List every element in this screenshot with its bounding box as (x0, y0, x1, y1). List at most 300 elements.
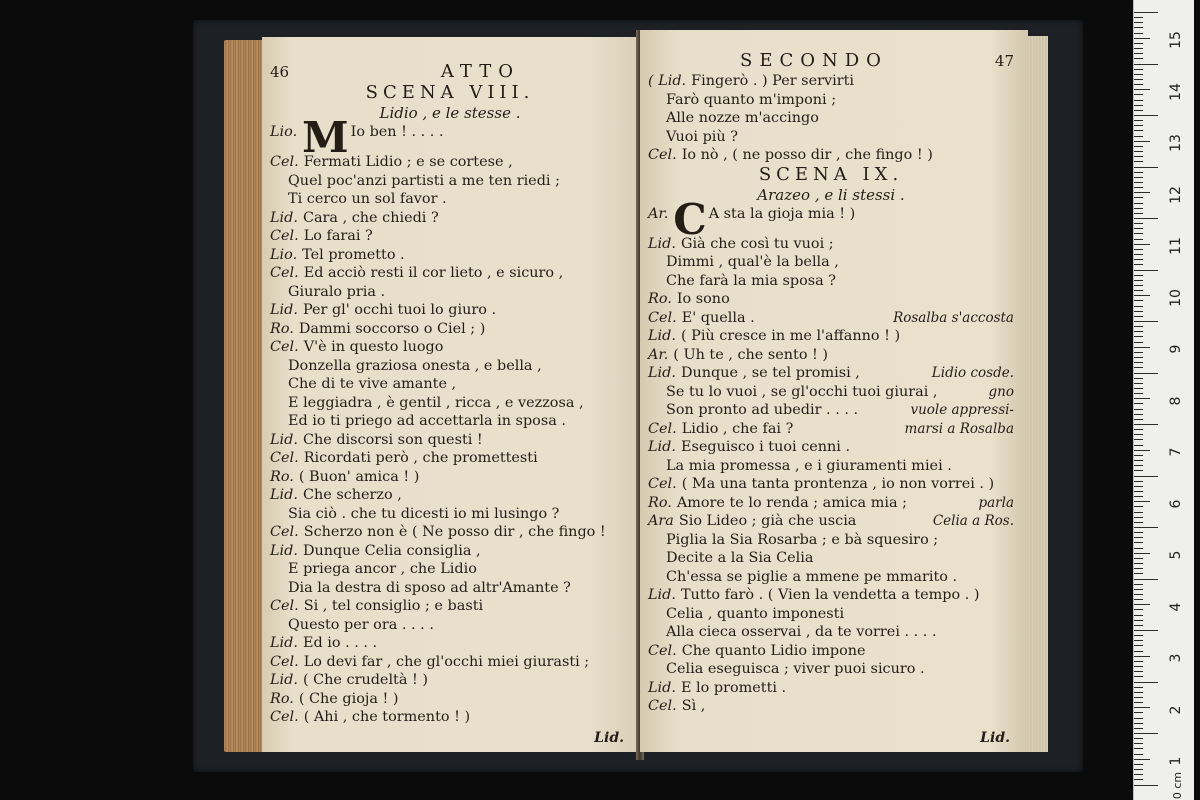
left-page-edges (224, 40, 264, 752)
ruler-tick (1134, 476, 1158, 477)
text-line (648, 346, 1014, 365)
ruler-tick (1134, 275, 1143, 276)
line-text: Sì , (681, 698, 706, 714)
ruler-tick (1134, 470, 1143, 471)
text-line (648, 697, 1014, 716)
line-text: E leggiadra , è gentil , ricca , e vezzosa , (288, 394, 584, 411)
ruler-tick (1134, 12, 1158, 13)
text-line (648, 401, 1014, 420)
text-line (648, 109, 1014, 128)
line-text: Dunque , se tel promisi , (680, 365, 860, 381)
ruler-tick (1134, 723, 1143, 724)
ruler-number: 1 (1168, 756, 1184, 766)
text-line (648, 438, 1014, 457)
ruler-tick (1134, 506, 1143, 507)
speaker-label: Cel. (648, 420, 677, 437)
ruler-number: 15 (1168, 31, 1184, 49)
line-text: Donzella graziosa onesta , e bella , (288, 357, 542, 374)
ruler-tick (1134, 172, 1143, 173)
ruler-tick (1134, 635, 1143, 636)
line-text: Quel poc'anzi partisti a me ten riedi ; (288, 172, 560, 189)
ruler-tick (1134, 105, 1143, 106)
line-text: Se tu lo vuoi , se gl'occhi tuoi giurai , (666, 383, 938, 400)
ruler-tick (1134, 748, 1143, 749)
stage-direction: gno (988, 383, 1014, 400)
line-text: Ed io . . . . (302, 635, 378, 651)
line-text: Fermati Lidio ; e se cortese , (303, 154, 513, 170)
text-line (648, 549, 1014, 568)
ruler-number: 8 (1168, 396, 1184, 405)
speaker-label: Cel. (648, 642, 677, 659)
ruler-tick (1134, 182, 1143, 183)
ruler-tick (1134, 167, 1158, 168)
speaker-label: Lid. (648, 439, 676, 455)
ruler-unit-label: 0 cm (1171, 771, 1185, 800)
ruler-tick (1134, 208, 1143, 209)
catchword: Lid. (980, 730, 1010, 746)
text-line (270, 190, 630, 209)
text-line (270, 246, 630, 265)
ruler-tick (1134, 264, 1143, 265)
line-text: Sio Lideo ; già che uscia (678, 513, 857, 529)
text-line (648, 642, 1014, 661)
line-text: Che discorsi son questi ! (302, 431, 483, 448)
line-text: Che scherzo , (302, 487, 402, 503)
ruler-tick (1134, 125, 1143, 126)
ruler-tick (1134, 409, 1143, 410)
ruler-tick (1134, 682, 1158, 683)
ruler-tick (1134, 764, 1143, 765)
text-line (270, 634, 630, 653)
text-line (270, 579, 630, 598)
text-line (270, 172, 630, 191)
speaker-label: Lio. (270, 246, 298, 263)
ruler-tick (1134, 548, 1143, 549)
drop-capital: C (673, 194, 707, 244)
ruler-tick (1134, 584, 1143, 585)
ruler-tick (1134, 378, 1143, 379)
line-text: ( Che crudeltà ! ) (302, 672, 428, 688)
speaker-label: Ara (648, 513, 674, 529)
speaker-label: Lid. (648, 235, 676, 252)
line-text: Amore te lo renda ; amica mia ; (676, 494, 907, 511)
line-text: Ed io ti priego ad accettarla in sposa . (288, 413, 566, 429)
speaker-label: Lid. (648, 365, 676, 381)
stage-direction: marsi a Rosalba (904, 420, 1014, 437)
text-line (648, 146, 1014, 165)
line-text: Vuoi più ? (666, 128, 738, 145)
text-line (270, 653, 630, 672)
speaker-label: Cel. (270, 709, 299, 725)
ruler-tick (1134, 486, 1143, 487)
speaker-label: Cel. (648, 476, 677, 492)
ruler-tick (1134, 609, 1143, 610)
ruler-tick (1134, 326, 1143, 327)
ruler-tick (1134, 213, 1143, 214)
left-page (262, 37, 642, 752)
ruler-tick (1134, 517, 1143, 518)
ruler-tick (1134, 455, 1143, 456)
text-line (270, 560, 630, 579)
ruler-tick (1134, 553, 1150, 554)
ruler-tick (1134, 718, 1143, 719)
speaker-label: Cel. (270, 154, 299, 170)
ruler-tick (1134, 697, 1143, 698)
ruler-tick (1134, 527, 1158, 528)
speaker-label: Cel. (270, 265, 299, 281)
ruler-tick (1134, 100, 1143, 101)
line-text: V'è in questo luogo (303, 339, 444, 355)
page-number: 47 (994, 52, 1014, 70)
ruler-tick (1134, 429, 1143, 430)
ruler-tick (1134, 373, 1158, 374)
speaker-label: Lid. (270, 635, 298, 651)
ruler-tick (1134, 331, 1143, 332)
ruler-tick (1134, 743, 1143, 744)
ruler-tick (1134, 244, 1150, 245)
ruler-tick (1134, 306, 1143, 307)
ruler-tick (1134, 249, 1143, 250)
text-line (648, 457, 1014, 476)
ruler-tick (1134, 465, 1143, 466)
ruler-tick (1134, 656, 1150, 657)
line-text: Giuralo pria . (288, 283, 386, 300)
scene-subtitle: Arazeo , e li stessi . (757, 185, 905, 204)
line-text: Ch'essa se piglie a mmene pe mmarito . (666, 568, 958, 585)
ruler-number: 9 (1168, 344, 1184, 354)
text-line (648, 531, 1014, 550)
ruler-tick (1134, 233, 1143, 234)
line-text: Piglia la Sia Rosarba ; e bà squesiro ; (666, 531, 939, 548)
text-line (648, 679, 1014, 698)
text-line (648, 253, 1014, 272)
text-line (270, 523, 630, 542)
scene-title: SCENA IX. (758, 163, 904, 185)
right-text-block-top (648, 72, 1014, 165)
ruler-tick (1134, 604, 1150, 605)
speaker-label: Cel. (270, 339, 299, 355)
ruler-number: 14 (1168, 82, 1184, 101)
line-text: Celia , quanto imponesti (666, 605, 845, 622)
ruler-tick (1134, 352, 1143, 353)
ruler-tick (1134, 316, 1143, 317)
speaker-label: Lid. (270, 209, 298, 226)
ruler-tick (1134, 130, 1143, 131)
ruler-tick (1134, 512, 1143, 513)
speaker-label: Cel. (270, 653, 299, 670)
line-text: Ed acciò resti il cor lieto , e sicuro , (303, 265, 564, 281)
ruler-tick (1134, 388, 1143, 389)
text-line (270, 394, 630, 413)
ruler-tick (1134, 630, 1158, 631)
text-line (270, 338, 630, 357)
stage-direction: parla (978, 494, 1014, 511)
line-text: Questo per ora . . . . (288, 616, 434, 633)
ruler-tick (1134, 69, 1143, 70)
text-line (648, 128, 1014, 147)
speaker-label: Ar. (648, 205, 669, 222)
running-head-text: SECONDO (740, 50, 888, 71)
ruler-tick (1134, 270, 1158, 271)
ruler-tick (1134, 728, 1143, 729)
right-page-edges (1026, 36, 1048, 752)
speaker-label: Lid. (648, 328, 676, 344)
line-text: Scherzo non è ( Ne posso dir , che fingo ! (303, 524, 606, 540)
text-line (270, 264, 630, 283)
ruler-tick (1134, 94, 1143, 95)
speaker-label: Lio. (270, 124, 298, 140)
text-line (648, 512, 1014, 531)
ruler-tick (1134, 347, 1150, 348)
line-text: La mia promessa , e i giuramenti miei . (666, 457, 952, 474)
ruler-tick (1134, 759, 1150, 760)
ruler-tick (1134, 367, 1143, 368)
text-line (648, 309, 1014, 328)
line-text: Io nò , ( ne posso dir , che fingo ! ) (681, 147, 933, 163)
page-number: 46 (270, 63, 290, 81)
ruler-tick (1134, 357, 1143, 358)
line-text: Dia la destra di sposo ad altr'Amante ? (288, 579, 571, 596)
ruler-tick (1134, 161, 1143, 162)
speaker-label: Lid. (270, 672, 298, 688)
line-text: Decite a la Sia Celia (666, 550, 814, 566)
ruler-tick (1134, 151, 1143, 152)
text-line (270, 320, 630, 339)
line-text: E' quella . (681, 309, 755, 326)
ruler-tick (1134, 43, 1143, 44)
ruler-tick (1134, 563, 1143, 564)
text-line (270, 357, 630, 376)
text-line (648, 420, 1014, 439)
text-line (648, 272, 1014, 291)
ruler-tick (1134, 645, 1143, 646)
ruler-tick (1134, 342, 1143, 343)
ruler-tick (1134, 692, 1143, 693)
ruler-tick (1134, 450, 1150, 451)
line-text: Lidio , che fai ? (681, 420, 794, 437)
ruler-tick (1134, 661, 1143, 662)
ruler-tick (1134, 362, 1143, 363)
ruler-tick (1134, 84, 1143, 85)
ruler-tick (1134, 115, 1158, 116)
ruler-number: 4 (1168, 602, 1184, 611)
ruler-tick (1134, 666, 1143, 667)
ruler-tick (1134, 712, 1143, 713)
speaker-label: Lid. (648, 587, 676, 603)
line-text: Dunque Celia consiglia , (302, 542, 481, 559)
ruler-tick (1134, 599, 1143, 600)
line-text: Io sono (676, 291, 730, 307)
right-page (640, 30, 1028, 752)
ruler-number: 2 (1168, 705, 1184, 714)
ruler-tick (1134, 522, 1143, 523)
scene-title: SCENA VIII. (365, 82, 535, 103)
text-line (648, 586, 1014, 605)
text-line (270, 616, 630, 635)
text-line (270, 542, 630, 561)
ruler-tick (1134, 501, 1150, 502)
ruler-tick (1134, 259, 1143, 260)
stage-direction: Rosalba s'accosta (893, 309, 1014, 326)
line-text: Ricordati però , che promettesti (303, 450, 538, 466)
text-line (270, 153, 630, 172)
ruler-tick (1134, 290, 1143, 291)
text-line (270, 301, 630, 320)
line-text: Tel prometto . (302, 246, 405, 263)
line-text: Alla cieca osservai , da te vorrei . . . . (666, 624, 937, 640)
ruler-tick (1134, 22, 1143, 23)
ruler-tick (1134, 707, 1150, 708)
text-line (270, 486, 630, 505)
ruler-tick (1134, 110, 1143, 111)
speaker-label: Ro. (648, 494, 672, 511)
ruler-tick (1134, 620, 1143, 621)
line-text: Dimmi , qual'è la bella , (666, 254, 839, 270)
text-line (270, 597, 630, 616)
measuring-ruler (1133, 0, 1194, 800)
ruler-tick (1134, 53, 1143, 54)
stage-direction: Celia a Ros. (932, 513, 1014, 529)
ruler-tick (1134, 156, 1143, 157)
speaker-label: Ro. (270, 320, 294, 337)
text-line (648, 290, 1014, 309)
ruler-tick (1134, 38, 1150, 39)
ruler-tick (1134, 285, 1143, 286)
ruler-tick (1134, 398, 1150, 399)
ruler-tick (1134, 671, 1143, 672)
line-text: ( Più cresce in me l'affanno ! ) (680, 328, 901, 344)
text-line (270, 209, 630, 228)
text-line (648, 383, 1014, 402)
ruler-number: 11 (1168, 237, 1184, 255)
line-text: Dammi soccorso o Ciel ; ) (298, 320, 486, 337)
text-line (648, 235, 1014, 254)
speaker-label: Lid. (270, 542, 298, 559)
text-line (270, 283, 630, 302)
ruler-tick (1134, 393, 1143, 394)
text-line (270, 449, 630, 468)
speaker-label: Ar. (648, 346, 669, 363)
ruler-tick (1134, 33, 1143, 34)
ruler-tick (1134, 280, 1143, 281)
speaker-label: Cel. (648, 309, 677, 326)
speaker-label: Lid. (270, 487, 298, 503)
ruler-tick (1134, 403, 1143, 404)
text-line (270, 671, 630, 690)
speaker-label: Lid. (648, 679, 676, 696)
speaker-label: Ro. (270, 468, 294, 485)
ruler-tick (1134, 738, 1143, 739)
ruler-tick (1134, 203, 1143, 204)
ruler-tick (1134, 58, 1143, 59)
ruler-tick (1134, 414, 1143, 415)
line-text: Celia eseguisca ; viver puoi sicuro . (666, 661, 925, 677)
ruler-tick (1134, 573, 1143, 574)
ruler-tick (1134, 558, 1143, 559)
text-line (648, 327, 1014, 346)
ruler-tick (1134, 311, 1143, 312)
ruler-tick (1134, 702, 1143, 703)
text-line (648, 623, 1014, 642)
text-line (648, 72, 1014, 91)
ruler-number: 13 (1168, 134, 1184, 152)
ruler-tick (1134, 336, 1143, 337)
ruler-tick (1134, 774, 1143, 775)
ruler-tick (1134, 17, 1143, 18)
line-text: Eseguisco i tuoi cenni . (680, 439, 851, 455)
speaker-label: Cel. (648, 147, 677, 163)
line-text: ( Uh te , che sento ! ) (673, 346, 829, 363)
line-text: Per gl' occhi tuoi lo giuro . (302, 302, 497, 318)
line-text: Lo farai ? (303, 228, 373, 244)
text-line (648, 494, 1014, 513)
ruler-tick (1134, 491, 1143, 492)
ruler-tick (1134, 120, 1143, 121)
running-head-text: ATTO (440, 61, 520, 82)
line-text: Si , tel consiglio ; e basti (303, 598, 484, 614)
ruler-tick (1134, 640, 1143, 641)
line-text: Son pronto ad ubedir . . . . (666, 402, 859, 418)
ruler-tick (1134, 424, 1158, 425)
text-line (648, 660, 1014, 679)
line-text: ( Che gioja ! ) (298, 690, 399, 707)
ruler-tick (1134, 177, 1143, 178)
ruler-tick (1134, 48, 1143, 49)
line-text: Cara , che chiedi ? (302, 209, 439, 226)
text-line (648, 475, 1014, 494)
ruler-tick (1134, 27, 1143, 28)
ruler-tick (1134, 136, 1143, 137)
ruler-tick (1134, 228, 1143, 229)
ruler-tick (1134, 141, 1150, 142)
ruler-tick (1134, 779, 1143, 780)
line-text: Alle nozze m'accingo (666, 110, 819, 126)
line-text: Ti cerco un sol favor . (288, 191, 447, 207)
ruler-tick (1134, 187, 1143, 188)
ruler-tick (1134, 615, 1143, 616)
speaker-label: Ro. (648, 291, 672, 307)
ruler-number: 6 (1168, 499, 1184, 508)
line-text: Già che così tu vuoi ; (680, 235, 834, 252)
line-text: Che quanto Lidio impone (681, 642, 866, 659)
ruler-tick (1134, 579, 1158, 580)
ruler-tick (1134, 192, 1150, 193)
ruler-tick (1134, 769, 1143, 770)
line-text: Tutto farò . ( Vien la vendetta a tempo . ) (680, 587, 980, 603)
ruler-tick (1134, 733, 1158, 734)
ruler-tick (1134, 64, 1158, 65)
right-running-head (648, 50, 1014, 72)
line-text: A sta la gioja mia ! ) (708, 205, 856, 222)
stage-direction: Lidio cosde. (931, 365, 1014, 381)
scene-subtitle: Lidio , e le stesse . (379, 104, 521, 122)
text-line (648, 91, 1014, 110)
line-text: Lo devi far , che gl'occhi miei giurasti ; (303, 653, 590, 670)
speaker-label: Lid. (270, 302, 298, 318)
ruler-tick (1134, 445, 1143, 446)
ruler-tick (1134, 594, 1143, 595)
ruler-tick (1134, 785, 1158, 786)
speaker-label: Cel. (648, 698, 677, 714)
ruler-tick (1134, 625, 1143, 626)
text-line (270, 505, 630, 524)
ruler-tick (1134, 223, 1143, 224)
ruler-tick (1134, 481, 1143, 482)
ruler-tick (1134, 542, 1143, 543)
ruler-tick (1134, 300, 1143, 301)
ruler-tick (1134, 676, 1143, 677)
ruler-tick (1134, 532, 1143, 533)
